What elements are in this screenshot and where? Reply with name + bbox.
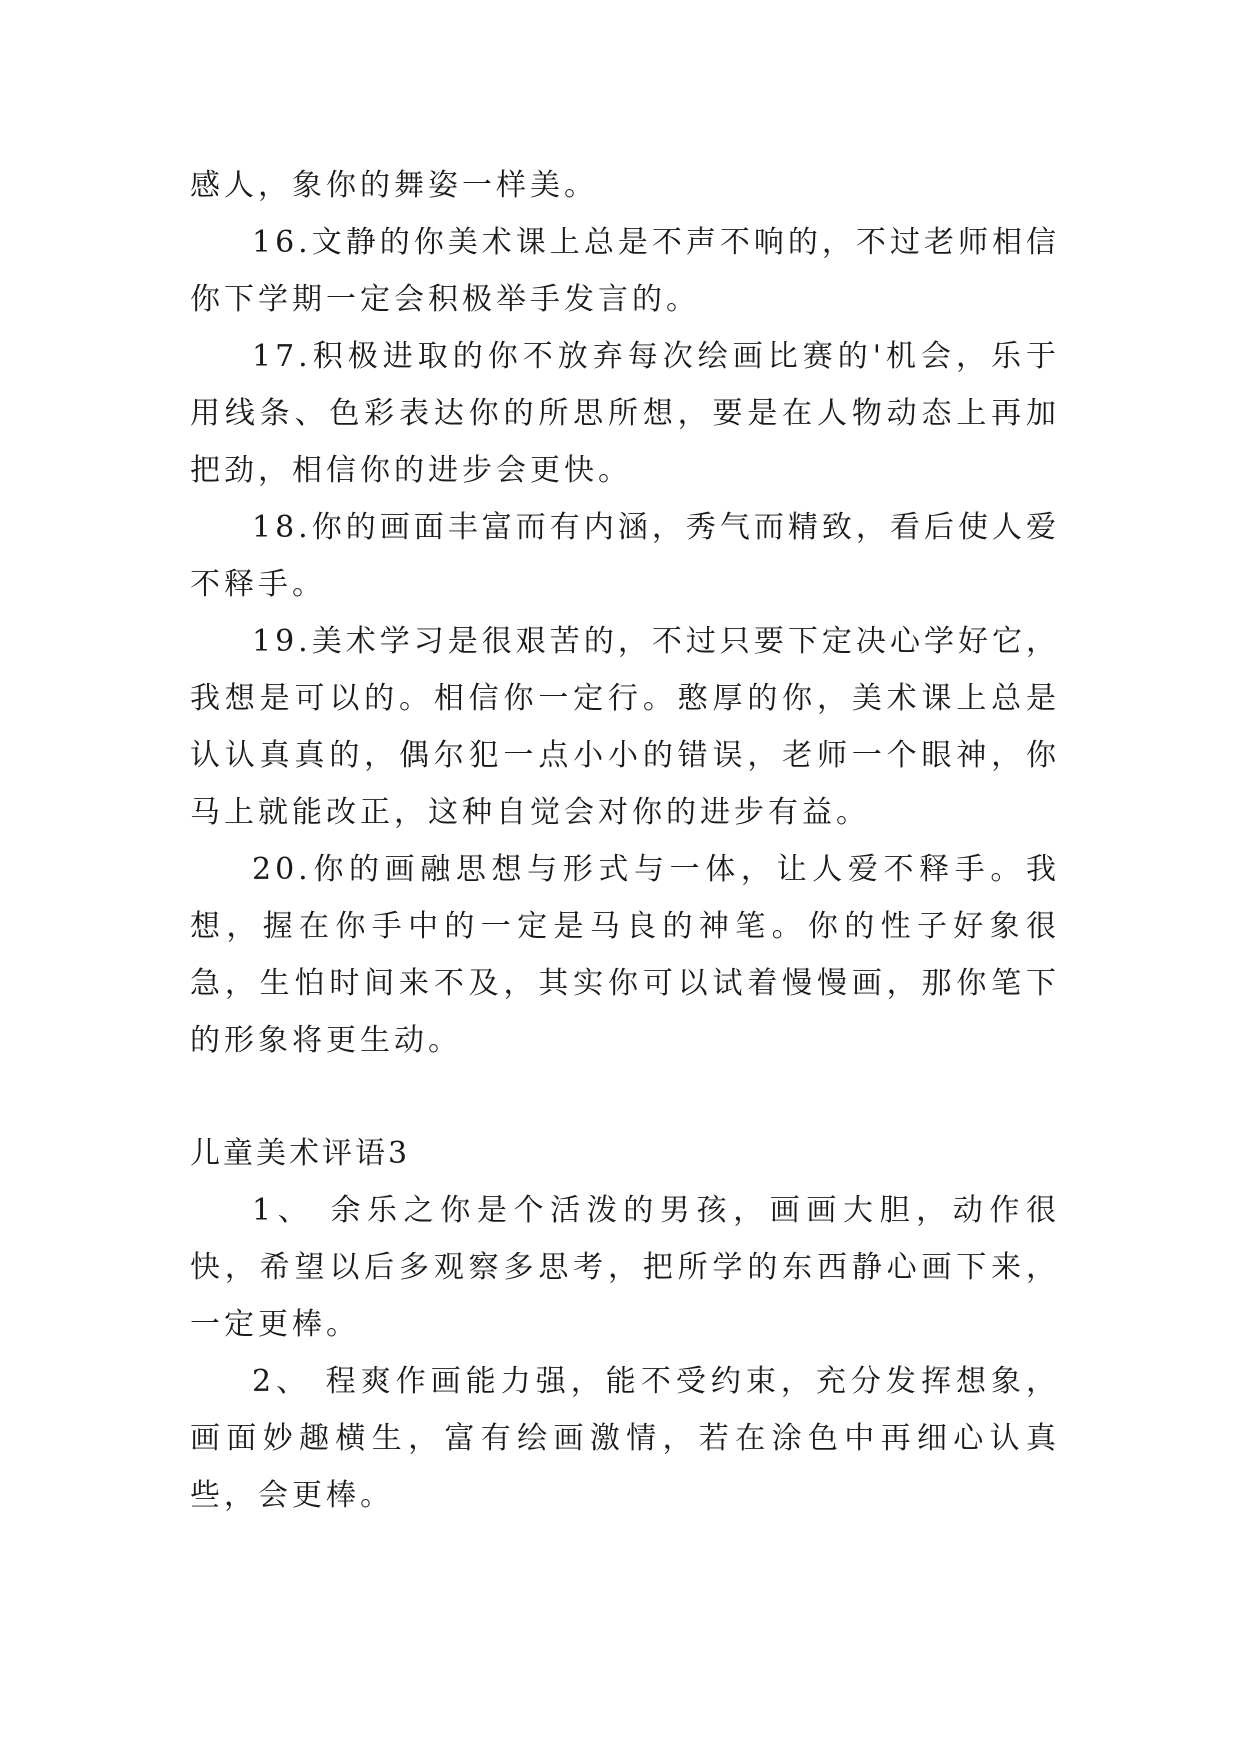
paragraph-19: 19.美术学习是很艰苦的，不过只要下定决心学好它，我想是可以的。相信你一定行。憨厚的你，美术课上总是认认真真的，偶尔犯一点小小的错误，老师一个眼神，你马上就能改正，这种自觉会对你的进步有益。	[190, 624, 1060, 830]
paragraph-section-2: 2、 程爽作画能力强，能不受约束，充分发挥想象，画面妙趣横生，富有绘画激情，若在涂色中再细心认真些，会更棒。	[190, 1364, 1060, 1513]
paragraph-16: 16.文静的你美术课上总是不声不响的，不过老师相信你下学期一定会积极举手发言的。	[190, 225, 1060, 317]
paragraph-section-1: 1、 余乐之你是个活泼的男孩，画画大胆，动作很快，希望以后多观察多思考，把所学的东西静心画下来，一定更棒。	[190, 1193, 1060, 1342]
document-page	[190, 157, 1060, 1524]
paragraph-15-tail: 感人，象你的舞姿一样美。	[190, 168, 598, 203]
paragraph-18: 18.你的画面丰富而有内涵，秀气而精致，看后使人爱不释手。	[190, 510, 1060, 602]
section-heading: 儿童美术评语3	[190, 1136, 411, 1171]
paragraph-17: 17.积极进取的你不放弃每次绘画比赛的'机会，乐于用线条、色彩表达你的所思所想，要是在人物动态上再加把劲，相信你的进步会更快。	[190, 339, 1060, 488]
paragraph-20: 20.你的画融思想与形式与一体，让人爱不释手。我想，握在你手中的一定是马良的神笔。你的性子好象很急，生怕时间来不及，其实你可以试着慢慢画，那你笔下的形象将更生动。	[190, 852, 1060, 1058]
